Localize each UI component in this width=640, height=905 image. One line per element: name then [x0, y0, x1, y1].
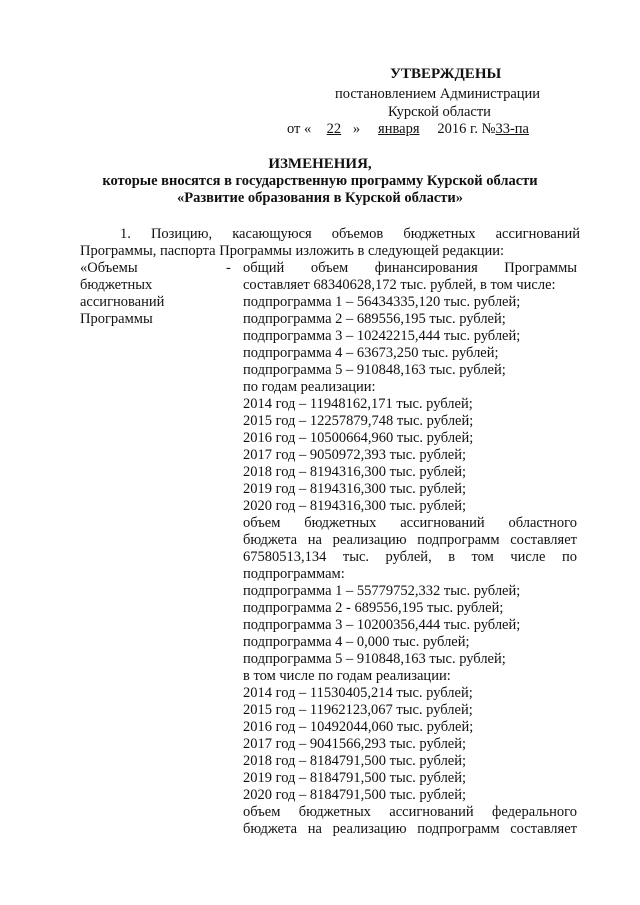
left-label-line: «Объемы	[80, 260, 138, 276]
document-number: 33-па	[495, 121, 529, 137]
right-line: 2014 год – 11530405,214 тыс. рублей;	[243, 685, 473, 701]
right-line: бюджета на реализацию подпрограмм составляет	[243, 532, 577, 548]
right-line: 2018 год – 8194316,300 тыс. рублей;	[243, 464, 467, 480]
right-line: подпрограмма 2 – 689556,195 тыс. рублей;	[243, 311, 506, 327]
right-line: 2018 год – 8184791,500 тыс. рублей;	[243, 753, 467, 769]
program-name: «Развитие образования в Курской области»	[176, 190, 464, 206]
right-line: 2017 год – 9041566,293 тыс. рублей;	[243, 736, 467, 752]
right-line: в том числе по годам реализации:	[243, 668, 451, 684]
right-line: 2017 год – 9050972,393 тыс. рублей;	[243, 447, 467, 463]
right-line: 2019 год – 8184791,500 тыс. рублей;	[243, 770, 467, 786]
label-dash: -	[226, 260, 231, 276]
right-line: 2014 год – 11948162,171 тыс. рублей;	[243, 396, 473, 412]
date-year: 2016 г.	[437, 121, 478, 137]
right-line: 67580513,134 тыс. рублей, в том числе по	[243, 549, 577, 565]
changes-title: ИЗМЕНЕНИЯ,	[268, 156, 372, 172]
right-line: 2020 год – 8194316,300 тыс. рублей;	[243, 498, 467, 514]
right-line: объем бюджетных ассигнований областного	[243, 515, 577, 531]
right-line: 2019 год – 8194316,300 тыс. рублей;	[243, 481, 467, 497]
approval-authority: постановлением Администрации	[335, 86, 541, 102]
approval-date-line	[287, 121, 557, 138]
right-line: подпрограмма 2 - 689556,195 тыс. рублей;	[243, 600, 504, 616]
right-line: объем бюджетных ассигнований федерального	[243, 804, 577, 820]
right-line: по годам реализации:	[243, 379, 376, 395]
right-line: общий объем финансирования Программы	[243, 260, 577, 276]
right-line: составляет 68340628,172 тыс. рублей, в том числе:	[243, 277, 556, 293]
left-label-line: бюджетных	[80, 277, 153, 293]
approval-region: Курской области	[388, 104, 491, 120]
right-line: подпрограмма 5 – 910848,163 тыс. рублей;	[243, 651, 506, 667]
right-line: подпрограмма 5 – 910848,163 тыс. рублей;	[243, 362, 506, 378]
paragraph-1-line-1: 1. Позицию, касающуюся объемов бюджетных ассигнований	[120, 226, 580, 242]
right-line: подпрограмма 4 – 0,000 тыс. рублей;	[243, 634, 470, 650]
right-line: подпрограмма 1 – 56434335,120 тыс. рублей;	[243, 294, 521, 310]
date-prefix: от «	[287, 121, 312, 137]
right-line: 2016 год – 10492044,060 тыс. рублей;	[243, 719, 474, 735]
right-line: подпрограмма 3 – 10200356,444 тыс. рублей;	[243, 617, 521, 633]
left-label-line: Программы	[80, 311, 153, 327]
number-label: №	[481, 121, 496, 137]
date-month: января	[378, 121, 420, 137]
date-quote-close: »	[352, 121, 361, 137]
approved-label: УТВЕРЖДЕНЫ	[390, 66, 502, 82]
paragraph-1-line-2: Программы, паспорта Программы изложить в следующей редакции:	[80, 243, 505, 259]
right-line: 2020 год – 8184791,500 тыс. рублей;	[243, 787, 467, 803]
right-line: 2016 год – 10500664,960 тыс. рублей;	[243, 430, 474, 446]
right-line: бюджета на реализацию подпрограмм составляет	[243, 821, 577, 837]
left-label-line: ассигнований	[80, 294, 165, 310]
right-line: 2015 год – 12257879,748 тыс. рублей;	[243, 413, 474, 429]
right-line: подпрограмма 4 – 63673,250 тыс. рублей;	[243, 345, 499, 361]
right-line: 2015 год – 11962123,067 тыс. рублей;	[243, 702, 473, 718]
right-line: подпрограмма 3 – 10242215,444 тыс. рублей;	[243, 328, 521, 344]
right-line: подпрограмма 1 – 55779752,332 тыс. рублей;	[243, 583, 521, 599]
changes-subtitle: которые вносятся в государственную программу Курской области	[102, 173, 538, 189]
date-day: 22	[326, 121, 342, 137]
right-line: подпрограммам:	[243, 566, 345, 582]
